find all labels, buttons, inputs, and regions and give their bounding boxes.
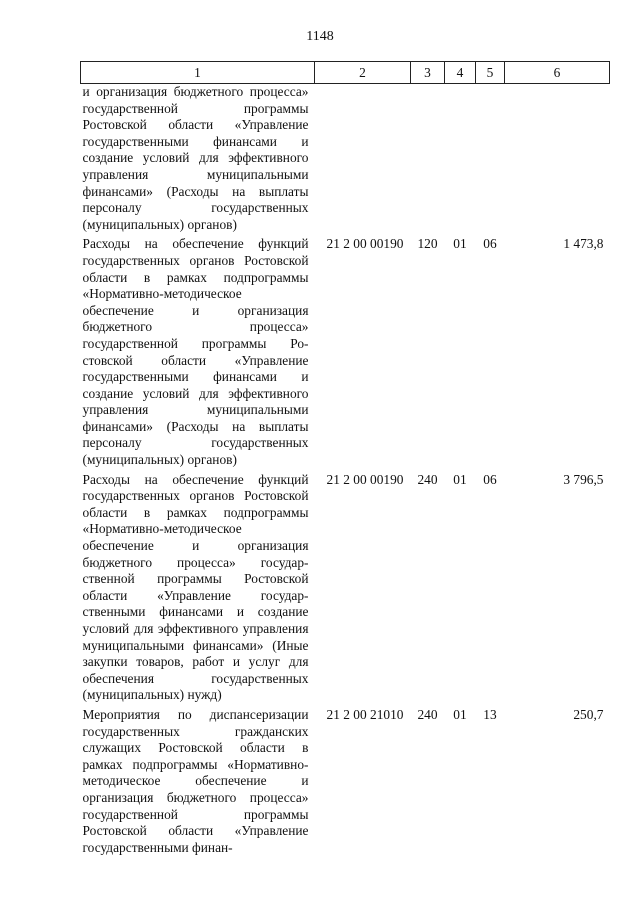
budget-table — [80, 61, 610, 856]
row-subsection: 13 — [483, 706, 497, 722]
row-amount: 250,7 — [573, 706, 604, 722]
table-header-row — [81, 62, 610, 84]
row-section: 01 — [453, 236, 467, 252]
table-row — [81, 233, 610, 468]
row-target-code: 21 2 00 00190 — [326, 471, 404, 487]
column-header-subsection: 5 — [476, 62, 505, 84]
row-expense-type: 120 — [417, 236, 438, 252]
column-header-description: 1 — [81, 62, 315, 84]
row-section — [445, 84, 476, 234]
table-row — [81, 84, 610, 234]
row-subsection — [476, 84, 505, 234]
row-target-code: 21 2 00 00190 — [326, 236, 404, 252]
page-number: 1148 — [306, 29, 334, 44]
row-amount: 1 473,8 — [563, 236, 604, 252]
row-expense-type — [411, 84, 445, 234]
table-row — [81, 469, 610, 704]
column-header-expense-type: 3 — [411, 62, 445, 84]
row-amount — [505, 84, 610, 234]
row-amount: 3 796,5 — [563, 471, 604, 487]
row-expense-type: 240 — [417, 471, 438, 487]
row-description: Расходы на обеспечение функций государственных органов Ростовской области в рамках подпрограммы «Нормативно-методическое обеспечение и организация бюджетного процесса» государственной программы Ростовской области «Управление государственными финансами и создание условий для эффективного управления муниципальными финансами» (Расходы на выплаты персоналу государственных (муниципальных) органов) — [82, 236, 309, 468]
row-expense-type: 240 — [417, 706, 438, 722]
row-subsection: 06 — [483, 236, 497, 252]
column-header-amount: 6 — [505, 62, 610, 84]
row-section: 01 — [453, 706, 467, 722]
row-section: 01 — [453, 471, 467, 487]
column-header-target-code: 2 — [315, 62, 411, 84]
column-header-section: 4 — [445, 62, 476, 84]
row-description: и организация бюджетного процесса» государственной программы Ростовской области «Управление государственными финансами и создание условий для эффективного управления муниципальными финансами» (Расходы на выплаты персоналу государственных (муниципальных) органов) — [82, 84, 309, 232]
table-row — [81, 704, 610, 856]
row-description: Мероприятия по диспансеризации государственных гражданских служащих Ростовской области в рамках подпрограммы «Нормативно-методическое обеспечение и организация бюджетного процесса» государственной программы Ростовской области «Управление государственными финан- — [82, 706, 309, 855]
row-target-code — [315, 84, 411, 234]
row-description: Расходы на обеспечение функций государственных органов Ростовской области в рамках подпрограммы «Нормативно-методическое обеспечение и организация бюджетного процесса» государственной программы Ростовской области «Управление государственными финансами и создание условий для эффективного управления муниципальными финансами» (Иные закупки товаров, работ и услуг для обеспечения государственных (муниципальных) нужд) — [82, 471, 309, 703]
row-target-code: 21 2 00 21010 — [326, 706, 404, 722]
row-subsection: 06 — [483, 471, 497, 487]
